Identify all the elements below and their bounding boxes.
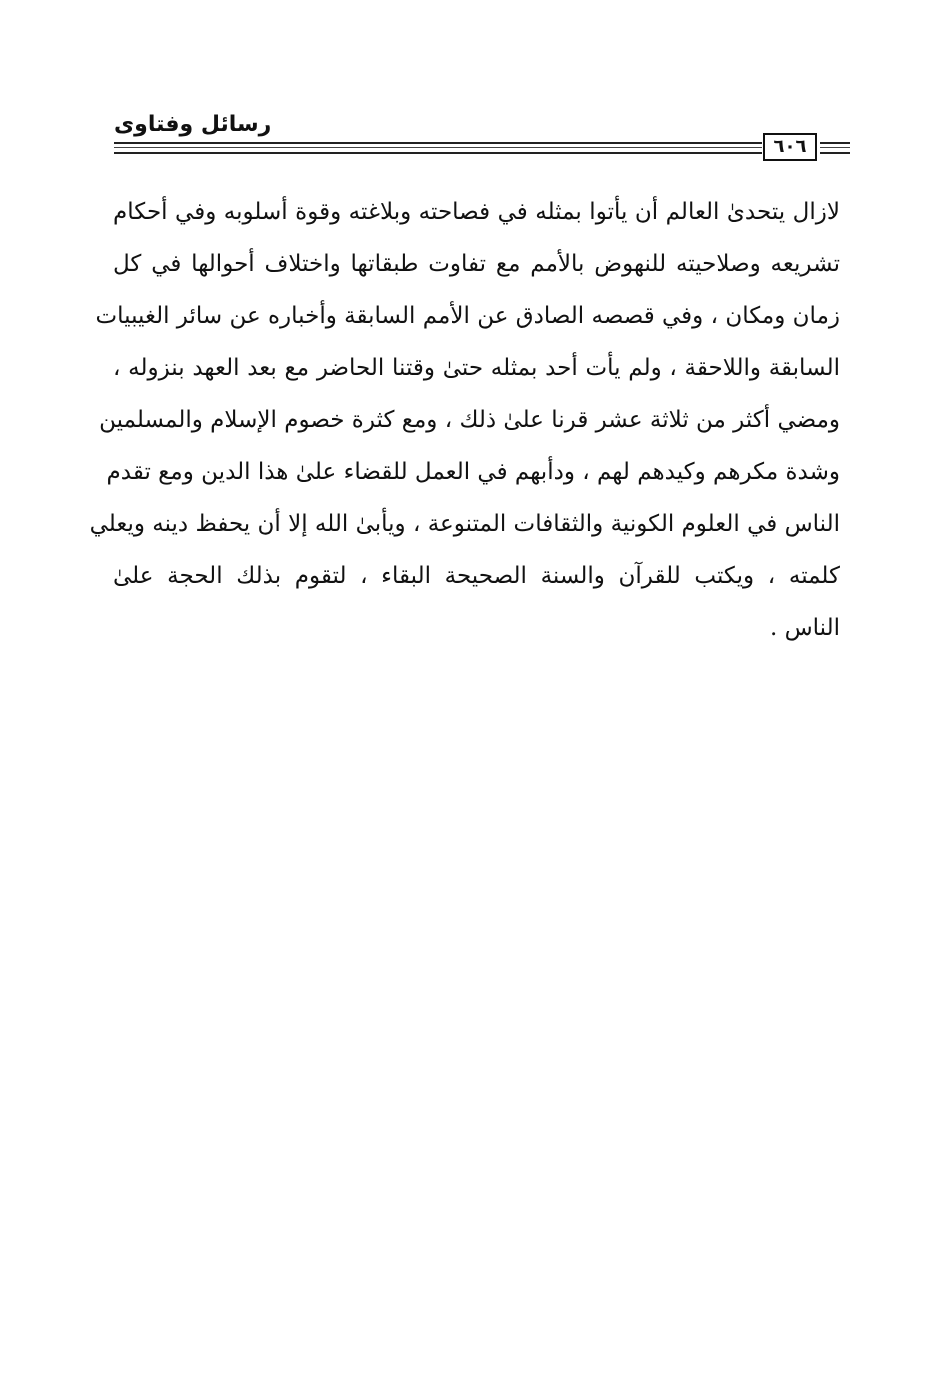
- text-line: الناس .: [769, 615, 840, 641]
- text-line: تشريعه وصلاحيته للنهوض بالأمم مع تفاوت طبقاتها واختلاف أحوالها في كل: [113, 251, 840, 277]
- header-rule-right-middle: [820, 147, 850, 148]
- header-rule-bottom: [114, 152, 762, 154]
- text-line: كلمته ، ويكتب للقرآن والسنة الصحيحة البقاء ، لتقوم بذلك الحجة علىٰ: [113, 563, 840, 589]
- header-rule-top: [114, 142, 762, 144]
- text-line: الناس في العلوم الكونية والثقافات المتنوعة ، ويأبىٰ الله إلا أن يحفظ دينه ويعلي: [89, 511, 840, 537]
- header-rule-right-bottom: [820, 152, 850, 154]
- text-line: لازال يتحدىٰ العالم أن يأتوا بمثله في فصاحته وبلاغته وقوة أسلوبه وفي أحكام: [113, 199, 840, 225]
- text-line: وشدة مكرهم وكيدهم لهم ، ودأبهم في العمل للقضاء علىٰ هذا الدين ومع تقدم: [106, 459, 840, 485]
- header-rule-middle: [114, 147, 762, 148]
- text-line: ومضي أكثر من ثلاثة عشر قرنا علىٰ ذلك ، ومع كثرة خصوم الإسلام والمسلمين: [99, 407, 840, 433]
- text-line: زمان ومكان ، وفي قصصه الصادق عن الأمم السابقة وأخباره عن سائر الغيبيات: [95, 303, 840, 329]
- body-text: [89, 186, 840, 654]
- page-number: ٦٠٦: [763, 133, 817, 161]
- running-title: رسائل وفتاوى: [114, 112, 272, 137]
- header-rule-right-top: [820, 142, 850, 144]
- text-line: السابقة واللاحقة ، ولم يأت أحد بمثله حتىٰ وقتنا الحاضر مع بعد العهد بنزوله ،: [113, 355, 840, 381]
